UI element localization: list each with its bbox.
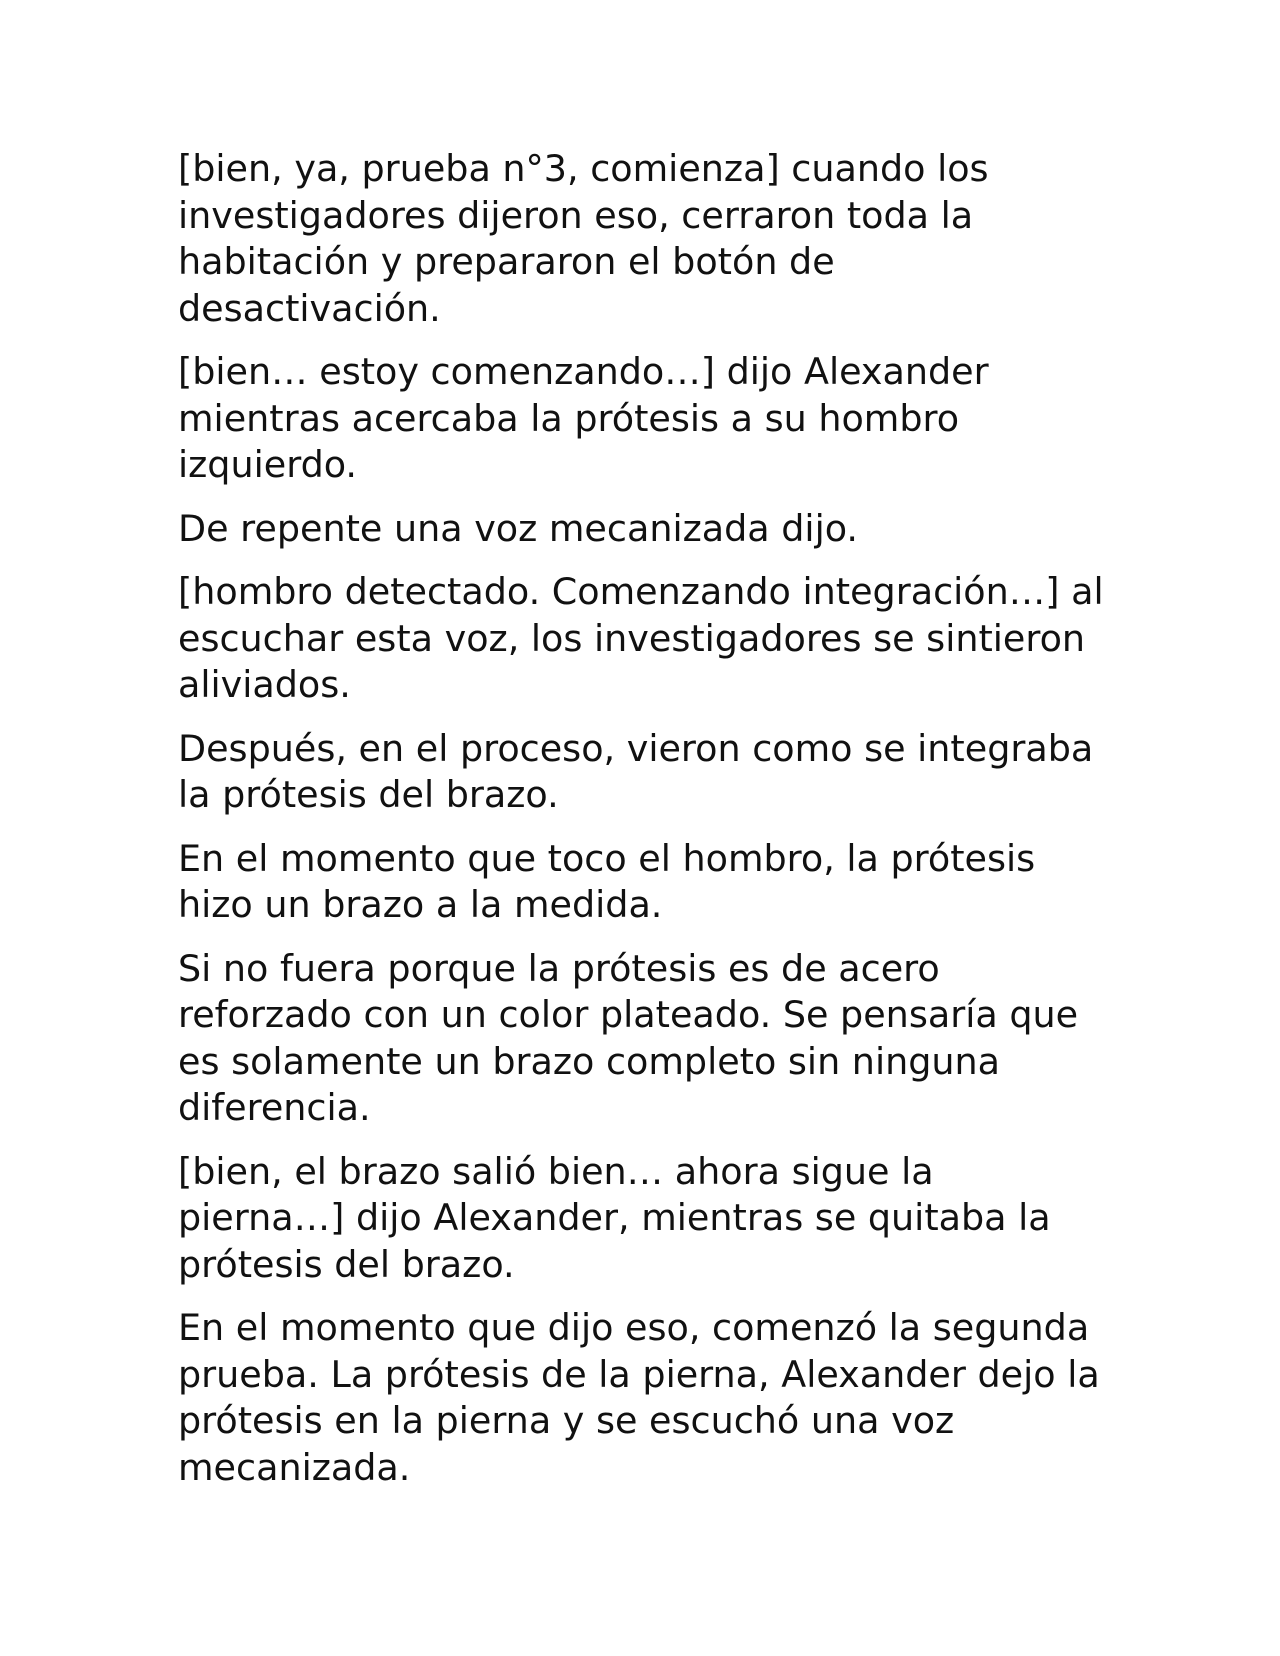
paragraph: Si no fuera porque la prótesis es de acero reforzado con un color plateado. Se pensaría que es solamente un brazo completo sin ninguna diferencia. — [178, 946, 1079, 1129]
paragraph: En el momento que dijo eso, comenzó la segunda prueba. La prótesis de la pierna, Alexander dejo la prótesis en la pierna y se escuchó una voz mecanizada. — [178, 1306, 1100, 1489]
paragraph: De repente una voz mecanizada dijo. — [178, 506, 859, 550]
paragraph: [hombro detectado. Comenzando integración…] al escuchar esta voz, los investigadores se sintieron aliviados. — [178, 570, 1104, 706]
paragraph: [bien, el brazo salió bien… ahora sigue la pierna…] dijo Alexander, mientras se quitaba la prótesis del brazo. — [178, 1149, 1051, 1286]
paragraph: [bien… estoy comenzando…] dijo Alexander mientras acercaba la prótesis a su hombro izquierdo. — [178, 350, 989, 486]
paragraph: [bien, ya, prueba n°3, comienza] cuando los investigadores dijeron eso, cerraron toda la habitación y prepararon el botón de desactivación. — [178, 147, 989, 330]
document-page — [178, 146, 1108, 1508]
paragraph: Después, en el proceso, vieron como se integraba la prótesis del brazo. — [178, 726, 1094, 816]
paragraph: En el momento que toco el hombro, la prótesis hizo un brazo a la medida. — [178, 836, 1036, 926]
